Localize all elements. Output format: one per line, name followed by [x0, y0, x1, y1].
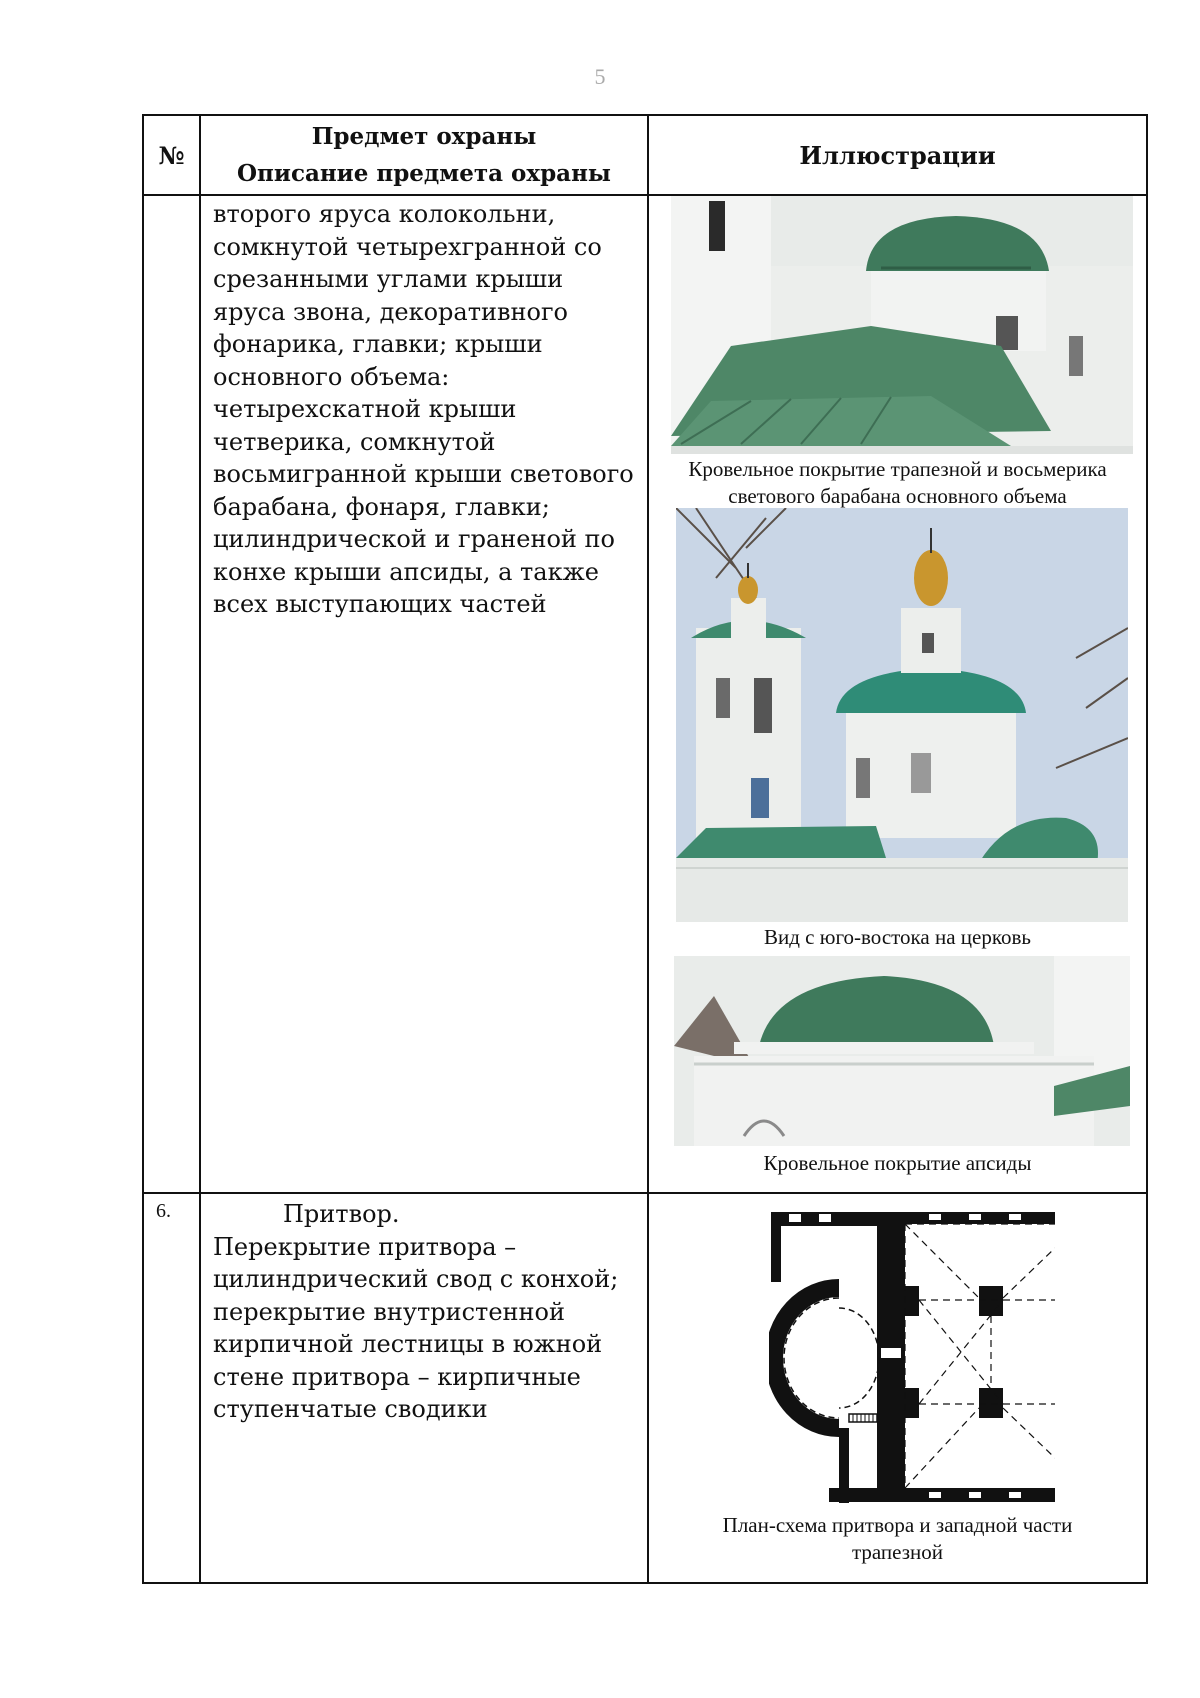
header-subject-description: Описание предмета охраны: [237, 160, 611, 187]
row-illustrations-cell: [648, 1193, 1147, 1583]
table-row: [143, 1193, 1147, 1583]
header-subject-title: Предмет охраны: [311, 123, 537, 150]
caption-refectory-roof: Кровельное покрытие трапезной и восьмерика светового барабана основного объема: [688, 457, 1107, 508]
floor-plan-diagram: [769, 1208, 1055, 1506]
page-number: 5: [594, 64, 606, 89]
header-subject: [200, 115, 648, 195]
row-number: [143, 195, 200, 1193]
row-title: Притвор.: [283, 1200, 400, 1228]
photo-southeast-view: [676, 508, 1128, 922]
caption-southeast-view: Вид с юго-востока на церковь: [764, 925, 1031, 949]
caption-apse-roof: Кровельное покрытие апсиды: [763, 1151, 1032, 1175]
header-illustrations: Иллюстрации: [648, 115, 1147, 195]
row-number: 6.: [143, 1193, 200, 1583]
table-row: [143, 195, 1147, 1193]
caption-floor-plan: План-схема притвора и западной части трапезной: [722, 1513, 1073, 1564]
table-header-row: [143, 115, 1147, 195]
photo-apse-roof: [674, 956, 1130, 1146]
protection-subject-table: [142, 114, 1148, 1584]
header-number: №: [143, 115, 200, 195]
row-description-cell: [200, 195, 648, 1193]
row-description: Перекрытие притвора – цилиндрический свод с конхой; перекрытие внутристенной кирпичной лестницы в южной стене притвора – кирпичные ступенчатые сводики: [213, 1232, 619, 1423]
row-description-cell: [200, 1193, 648, 1583]
photo-refectory-roof: [671, 196, 1133, 454]
row-description: второго яруса колокольни, сомкнутой четырехгранной со срезанными углами крыши яруса звона, декоративного фонарика, главки; крыши основного объема: четырехскатной крыши четверика, сомкнутой восьмигранной крыши светового барабана, фонаря, главки; цилиндрической и граненой по конхе крыши апсиды, а также всех выступающих частей: [213, 200, 634, 618]
row-illustrations-cell: [648, 195, 1147, 1193]
